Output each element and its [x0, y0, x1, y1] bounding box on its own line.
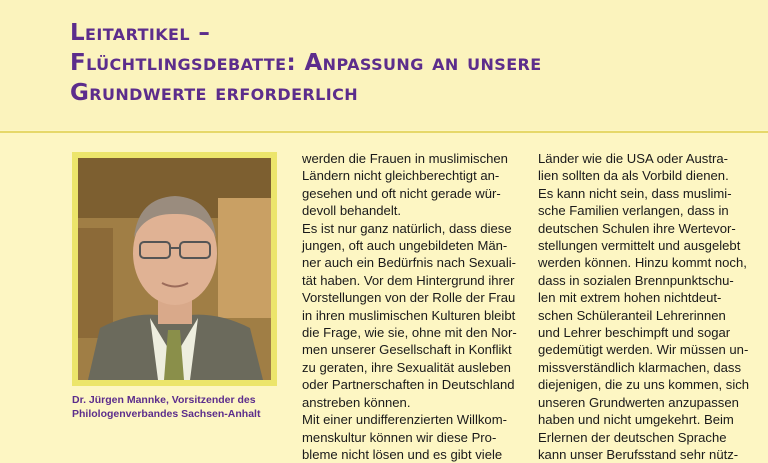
text-line: werden können. Hinzu kommt noch,	[538, 255, 747, 271]
text-line: sche Familien verlangen, dass in	[538, 203, 729, 219]
title-line-1: Leitartikel –	[70, 20, 211, 46]
photo-caption	[72, 393, 287, 421]
text-line: kann unser Berufsstand sehr nütz-	[538, 446, 739, 462]
text-line: len mit extrem hohen nichtdeut-	[538, 290, 722, 306]
text-line: Vorstellungen von der Rolle der Frau	[302, 290, 516, 306]
text-line: oder Partnerschaften in Deutschland	[302, 377, 515, 393]
text-line: ner auch ein Bedürfnis nach Sexuali-	[302, 255, 516, 271]
text-line: jungen, oft auch ungebildeten Män-	[302, 238, 508, 254]
text-line: haben und nicht umgekehrt. Beim	[538, 412, 734, 428]
text-line: diejenigen, die zu uns kommen, sich	[538, 377, 750, 393]
text-line: unseren Grundwerten anzupassen	[538, 394, 739, 410]
text-line: Es kann nicht sein, dass muslimi-	[538, 185, 732, 201]
text-line: die Frage, wie sie, ohne mit den Nor-	[302, 325, 517, 341]
author-photo-frame	[72, 152, 277, 386]
text-line: Mit einer undifferenzierten Willkom-	[302, 412, 507, 428]
text-line: und Lehrer beschimpft und sogar	[538, 325, 731, 341]
article-title	[70, 18, 750, 108]
text-line: Es ist nur ganz natürlich, dass diese	[302, 220, 512, 236]
text-line: schen Schüleranteil Lehrerinnen	[538, 307, 726, 323]
text-line: zu geraten, ihre Sexualität ausleben	[302, 359, 511, 375]
title-line-2: Flüchtlingsdebatte: Anpassung an unsere	[70, 50, 542, 76]
text-line: bleme nicht lösen und es gibt viele	[302, 446, 503, 462]
text-line: men unserer Gesellschaft in Konflikt	[302, 342, 512, 358]
text-line: dass in sozialen Brennpunktschu-	[538, 272, 734, 288]
header-divider	[0, 131, 768, 133]
text-line: werden die Frauen in muslimischen	[302, 151, 508, 166]
text-line: gesehen und oft nicht gerade wür-	[302, 185, 501, 201]
text-line: Länder wie die USA oder Austra-	[538, 151, 728, 166]
portrait-illustration	[78, 158, 271, 380]
caption-line-2: Philologenverbandes Sachsen-Anhalt	[72, 408, 261, 420]
text-line: in ihren muslimischen Kulturen bleibt	[302, 307, 516, 323]
text-line: devoll behandelt.	[302, 203, 402, 219]
text-line: gedemütigt werden. Wir müssen un-	[538, 342, 749, 358]
text-line: Ländern nicht gleichberechtigt an-	[302, 168, 500, 184]
caption-line-1: Dr. Jürgen Mannke, Vorsitzender des	[72, 394, 256, 406]
article-column-1	[302, 150, 524, 463]
text-line: tät haben. Vor dem Hintergrund ihrer	[302, 272, 515, 288]
text-line: anstreben können.	[302, 394, 411, 410]
text-line: deutschen Schulen ihre Wertevor-	[538, 220, 736, 236]
text-line: stellungen vermittelt und ausgelebt	[538, 238, 741, 254]
author-photo	[78, 158, 271, 380]
text-line: missverständlich klarmachen, dass	[538, 359, 742, 375]
article-column-2	[538, 150, 760, 463]
text-line: lien sollten da als Vorbild dienen.	[538, 168, 729, 184]
text-line: Erlernen der deutschen Sprache	[538, 429, 727, 445]
text-line: menskultur können wir diese Pro-	[302, 429, 497, 445]
title-line-3: Grundwerte erforderlich	[70, 80, 359, 106]
